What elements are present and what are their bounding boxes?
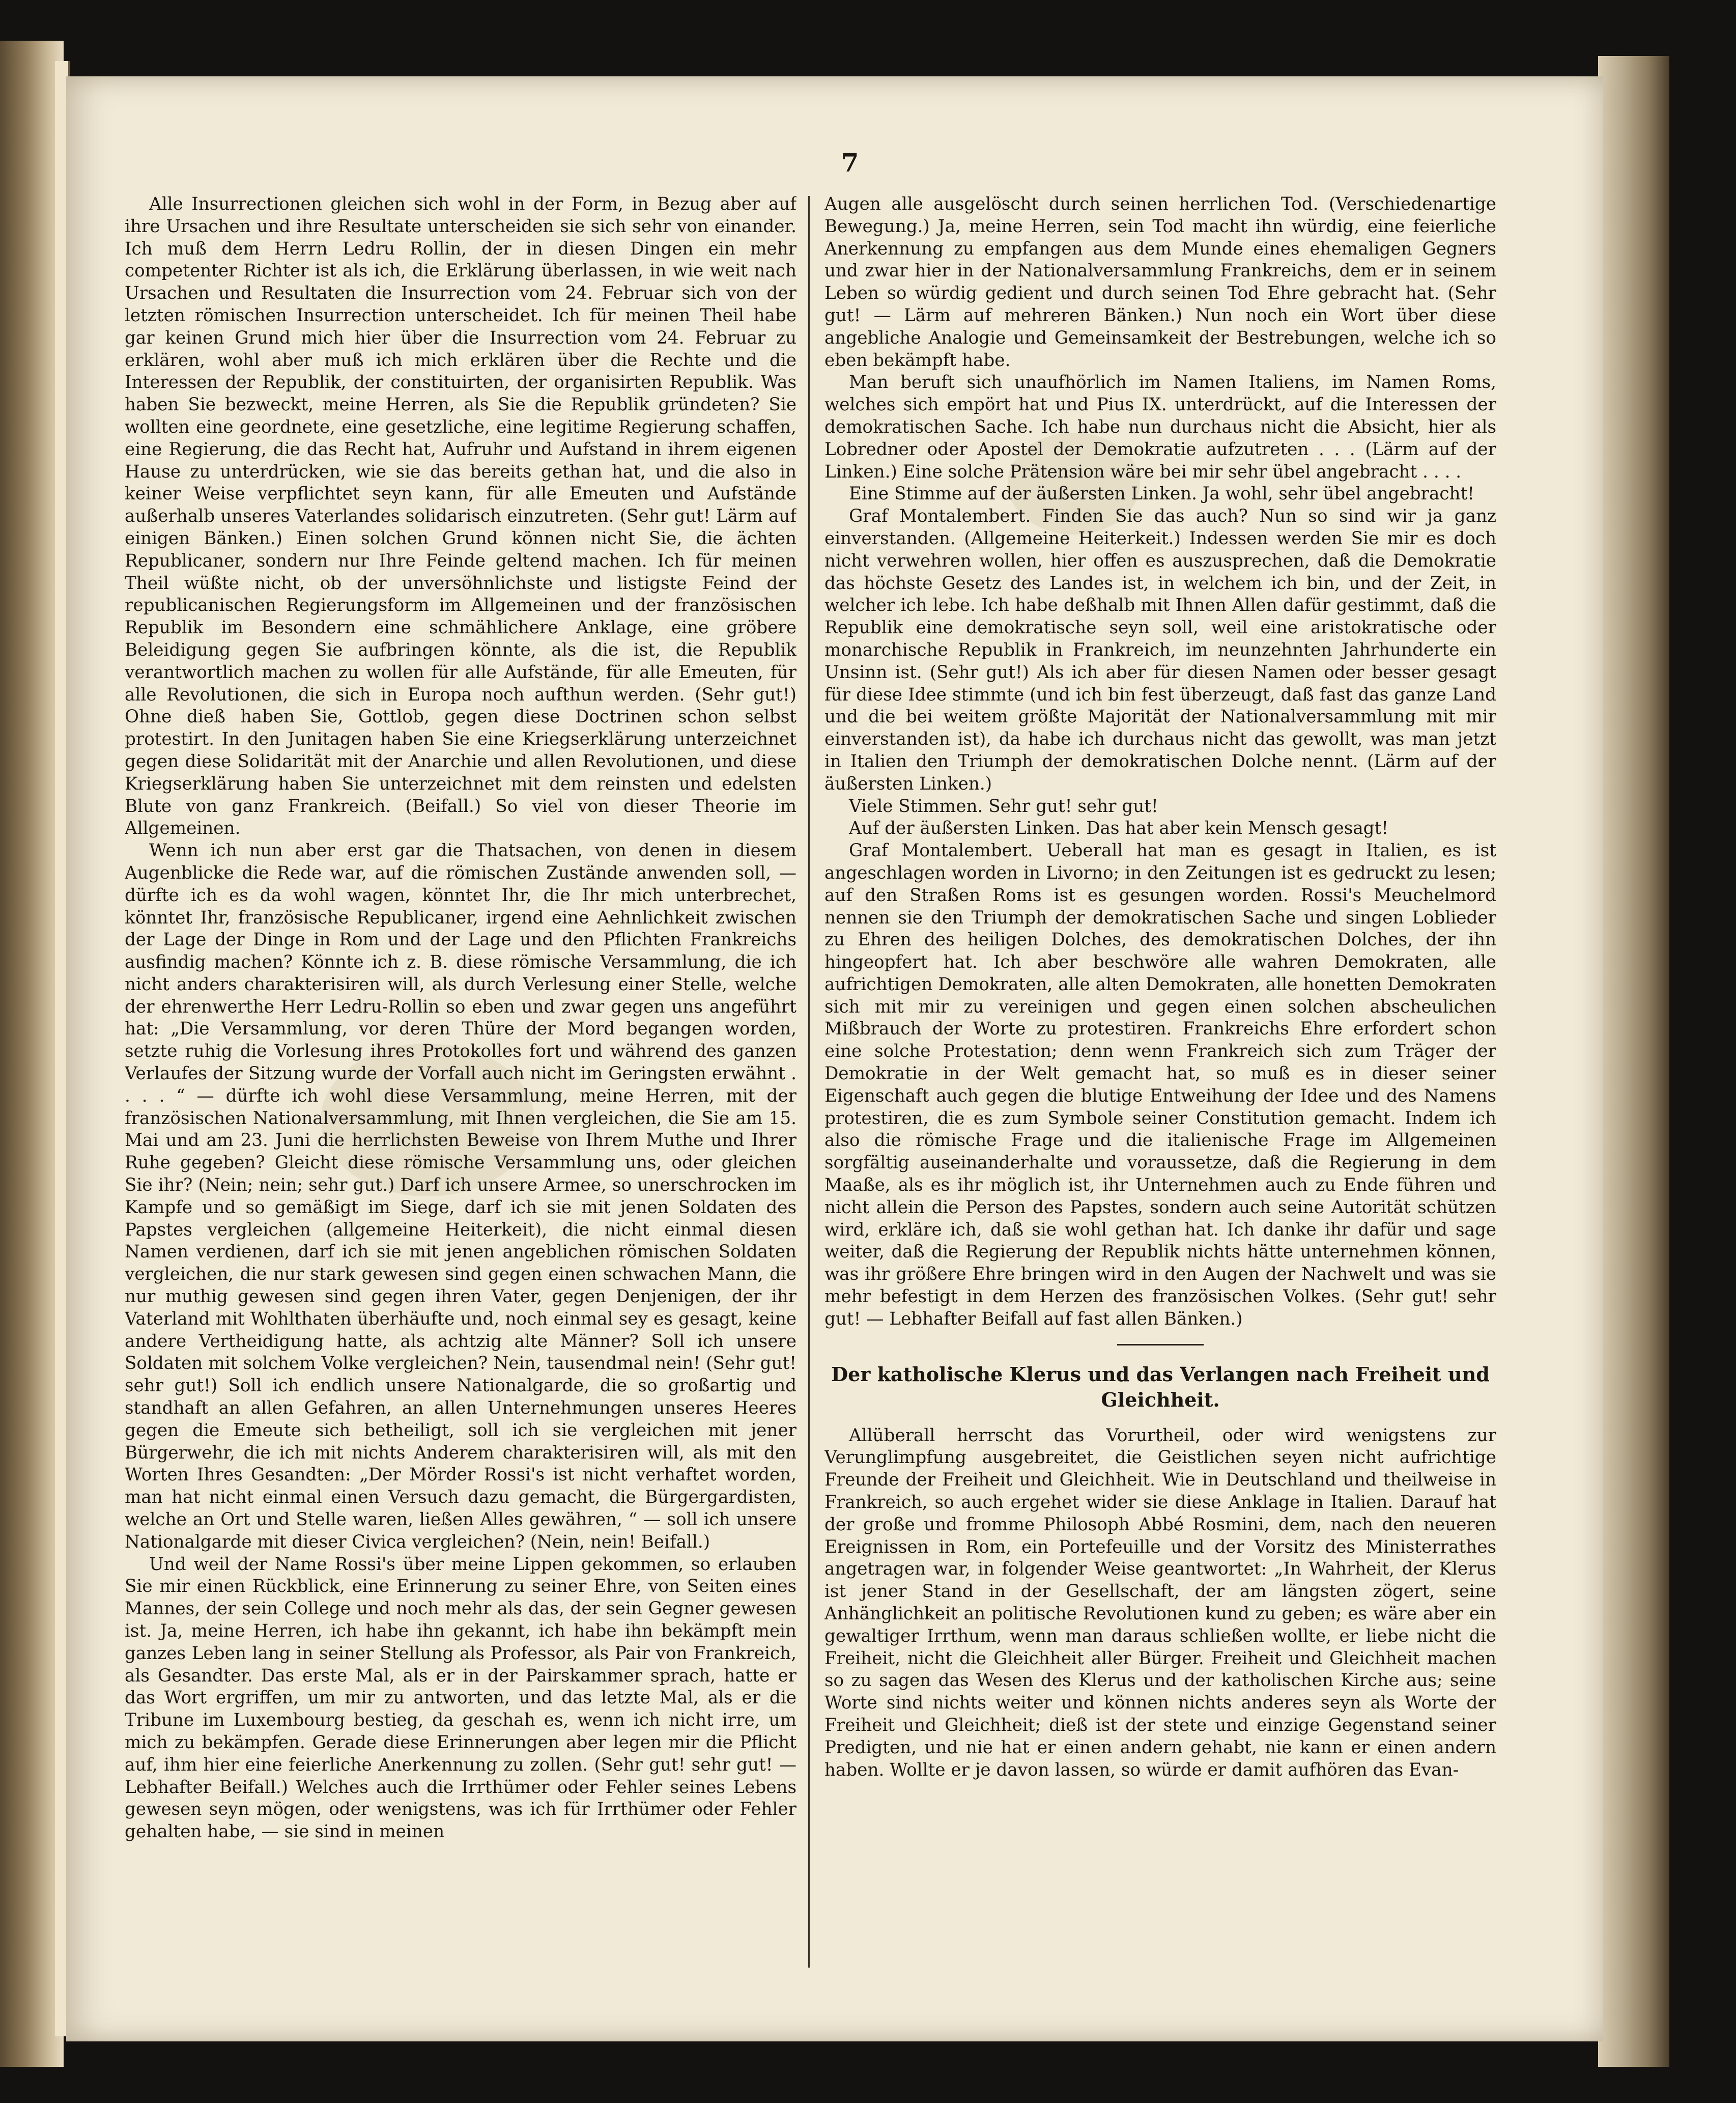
paragraph: Graf Montalembert. Ueberall hat man es gesagt in Italien, es ist angeschlagen worden in Livorno; in den Zeitungen ist es gedruckt zu lesen; auf den Straßen Roms ist es gesungen worden. Rossi's Meuchelmord nennen sie den Triumph der demokratischen Sache und singen Loblieder zu Ehren des heiligen Dolches, des demokratischen Dolches, der ihn hingeopfert hat. Ich aber beschwöre alle wahren Demokraten, alle aufrichtigen Demokraten, alle alten Demokraten, alle honetten Demokraten sich mit mir zu vereinigen und gegen einen solchen abscheulichen Mißbrauch der Worte zu protestiren. Frankreichs Ehre erfordert schon eine solche Protestation; denn wenn Frankreich sich zum Träger der Demokratie in der Welt gemacht hat, so muß es in dieser seiner Eigenschaft auch gegen die blutige Entweihung der Idee und des Namens protestiren, die es zum Symbole seiner Constitution gemacht. Indem ich also die römische Frage und die italienische Frage im Allgemeinen sorgfältig auseinanderhalte und voraussetze, daß die Regierung in dem Maaße, als es ihr möglich ist, ihr Unternehmen auch zu Ende führen und nicht allein die Person des Papstes, sondern auch seine Autorität schützen wird, erkläre ich, daß sie wohl gethan hat. Ich danke ihr dafür und sage weiter, daß die Regierung der Republik nichts hätte unternehmen können, was ihr größere Ehre bringen wird in den Augen der Nachwelt und was sie mehr befestigt in dem Herzen des französischen Volkes. (Sehr gut! sehr gut! — Lebhafter Beifall auf fast allen Bänken.) (824, 840, 1496, 1329)
paragraph: Alle Insurrectionen gleichen sich wohl in der Form, in Bezug aber auf ihre Ursachen und ihre Resultate unterscheiden sie sich sehr von einander. Ich muß dem Herrn Ledru Rollin, der in diesen Dingen ein mehr competenter Richter ist als ich, die Erklärung überlassen, in wie weit nach Ursachen und Resultaten die Insurrection vom 24. Februar sich von der letzten römischen Insurrection unterscheidet. Ich für meinen Theil habe gar keinen Grund mich hier über die Insurrection vom 24. Februar zu erklären, wohl aber muß ich mich erklären über die Rechte und die Interessen der Republik, der constituirten, der organisirten Republik. Was haben Sie bezweckt, meine Herren, als Sie die Republik gründeten? Sie wollten eine geordnete, eine gesetzliche, eine legitime Regierung schaffen, eine Regierung, die das Recht hat, Aufruhr und Aufstand in ihrem eigenen Hause zu unterdrücken, wie sie das bereits gethan hat, und die also in keiner Weise verpflichtet seyn kann, für alle Emeuten und Aufstände außerhalb unseres Vaterlandes solidarisch einzutreten. (Sehr gut! Lärm auf einigen Bänken.) Einen solchen Grund können nicht Sie, die ächten Republicaner, sondern nur Ihre Feinde geltend machen. Ich für meinen Theil wüßte nicht, ob der unversöhnlichste und listigste Feind der republicanischen Regierungsform im Allgemeinen und der französischen Republik im Besondern eine schmählichere Anklage, eine gröbere Beleidigung gegen Sie aufbringen könnte, als die ist, die Republik verantwortlich machen zu wollen für alle Aufstände, für alle Emeuten, für alle Revolutionen, die sich in Europa noch aufthun werden. (Sehr gut!) Ohne dieß haben Sie, Gottlob, gegen diese Doctrinen schon selbst protestirt. In den Junitagen haben Sie eine Kriegserklärung unterzeichnet gegen diese Solidarität mit der Anarchie und allen Revolutionen, und diese Kriegserklärung haben Sie unterzeichnet mit dem reinsten und edelsten Blute von ganz Frankreich. (Beifall.) So viel von dieser Theorie im Allgemeinen. (125, 194, 796, 839)
section-heading: Der katholische Klerus und das Verlangen nach Freiheit und Gleichheit. (831, 1362, 1490, 1411)
paragraph: Und weil der Name Rossi's über meine Lippen gekommen, so erlauben Sie mir einen Rückblick, eine Erinnerung zu seiner Ehre, von Seiten eines Mannes, der sein College und noch mehr als das, der sein Gegner gewesen ist. Ja, meine Herren, ich habe ihn gekannt, ich habe ihn bekämpft mein ganzes Leben lang in seiner Stellung als Professor, als Pair von Frankreich, als Gesandter. Das erste Mal, als er in der Pairskammer sprach, hatte er das Wort ergriffen, um mir zu antworten, und das letzte Mal, als er die Tribune im Luxembourg bestieg, da geschah es, wenn ich nicht irre, um mich zu bekämpfen. Gerade diese Erinnerungen aber legen mir die Pflicht auf, ihm hier eine feierliche Anerkennung zu zollen. (Sehr gut! sehr gut! — Lebhafter Beifall.) Welches auch die Irrthümer oder Fehler seines Lebens gewesen seyn mögen, oder wenigstens, was ich für Irrthümer oder Fehler gehalten habe, — sie sind in meinen (125, 1554, 796, 1842)
left-column (125, 193, 796, 1985)
paragraph: Eine Stimme auf der äußersten Linken. Ja wohl, sehr übel angebracht! (849, 484, 1475, 504)
paragraph: Augen alle ausgelöscht durch seinen herrlichen Tod. (Verschiedenartige Bewegung.) Ja, meine Herren, sein Tod macht ihn würdig, eine feierliche Anerkennung zu empfangen aus dem Munde eines ehemaligen Gegners und zwar hier in der Nationalversammlung Frankreichs, dem er in seinem Leben so würdig gedient und durch seinen Tod Ehre gebracht hat. (Sehr gut! — Lärm auf mehreren Bänken.) Nun noch ein Wort über diese angebliche Analogie und Gemeinsamkeit der Bestrebungen, welche ich so eben bekämpft habe. (824, 194, 1496, 371)
page-number: 7 (841, 148, 859, 178)
right-column (824, 193, 1496, 1985)
paragraph: Auf der äußersten Linken. Das hat aber kein Mensch gesagt! (849, 818, 1389, 839)
column-divider (808, 196, 810, 1968)
right-book-edge (1598, 56, 1669, 2067)
paragraph: Wenn ich nun aber erst gar die Thatsachen, von denen in diesem Augenblicke die Rede war, auf die römischen Zustände anwenden soll, — dürfte ich es da wohl wagen, könntet Ihr, die Ihr mich unterbrechet, könntet Ihr, französische Republicaner, irgend eine Aehnlichkeit zwischen der Lage der Dinge in Rom und der Lage und den Pflichten Frankreichs ausfindig machen? Könnte ich z. B. diese römische Versammlung, die ich nicht anders charakterisiren will, als durch Verlesung einer Stelle, welche der ehrenwerthe Herr Ledru-Rollin so eben und zwar gegen uns angeführt hat: „Die Versammlung, vor deren Thüre der Mord begangen worden, setzte ruhig die Vorlesung ihres Protokolles fort und während des ganzen Verlaufes der Sitzung wurde der Vorfall auch nicht im Geringsten erwähnt . . . . “ — dürfte ich wohl diese Versammlung, meine Herren, mit der französischen Nationalversammlung, mit Ihnen vergleichen, die Sie am 15. Mai und am 23. Juni die herrlichsten Beweise von Ihrem Muthe und Ihrer Ruhe gegeben? Gleicht diese römische Versammlung uns, oder gleichen Sie ihr? (Nein; nein; sehr gut.) Darf ich unsere Armee, so unerschrocken im Kampfe und so gemäßigt im Siege, darf ich sie mit jenen Soldaten des Papstes vergleichen (allgemeine Heiterkeit), die nicht einmal diesen Namen verdienen, darf ich sie mit jenen angeblichen römischen Soldaten vergleichen, die nur stark gewesen sind gegen einen schwachen Mann, die nur muthig gewesen sind gegen ihren Vater, gegen Denjenigen, der ihr Vaterland mit Wohlthaten überhäufte und, noch einmal sey es gesagt, keine andere Vertheidigung hatte, als achtzig alte Männer? Soll ich unsere Soldaten mit solchem Volke vergleichen? Nein, tausendmal nein! (Sehr gut! sehr gut!) Soll ich endlich unsere Nationalgarde, die so großartig und standhaft an allen Gefahren, an allen Unternehmungen unseres Heeres gegen die Emeute sich betheiligt, soll ich sie vergleichen mit jener Bürgerwehr, die ich mit nichts Anderem charakterisiren will, als mit den Worten Ihres Gesandten: „Der Mörder Rossi's ist nicht verhaftet worden, man hat nicht einmal einen Versuch dazu gemacht, die Bürgergardisten, welche an Ort und Stelle waren, ließen Alles gewähren, “ — soll ich unsere Nationalgarde mit dieser Civica vergleichen? (Nein, nein! Beifall.) (125, 840, 796, 1552)
left-book-spine (0, 41, 64, 2067)
paragraph: Allüberall herrscht das Vorurtheil, oder wird wenigstens zur Verunglimpfung ausgebreitet, die Geistlichen seyen nicht aufrichtige Freunde der Freiheit und Gleichheit. Wie in Deutschland und theilweise in Frankreich, so auch ergehet wider sie diese Anklage in Italien. Darauf hat der große und fromme Philosoph Abbé Rosmini, dem, nach den neueren Ereignissen in Rom, ein Portefeuille und der Vorsitz des Ministerrathes angetragen war, in folgender Weise geantwortet: „In Wahrheit, der Klerus ist jener Stand in der Gesellschaft, der am längsten zögert, seine Anhänglichkeit an politische Revolutionen kund zu geben; es wäre aber ein gewaltiger Irrthum, wenn man daraus schließen wollte, er liebe nicht die Freiheit, nicht die Gleichheit aller Bürger. Freiheit und Gleichheit machen so zu sagen das Wesen des Klerus und der katholischen Kirche aus; seine Worte sind nichts weiter und können nichts anderes seyn als Worte der Freiheit und Gleichheit; dieß ist der stete und einzige Gegenstand seiner Predigten, und nie hat er einen andern gehabt, nie kann er einen andern haben. Wollte er je davon lassen, so würde er damit aufhören das Evan- (824, 1425, 1496, 1780)
document-page (66, 76, 1603, 2041)
paragraph: Viele Stimmen. Sehr gut! sehr gut! (849, 796, 1158, 817)
paragraph: Graf Montalembert. Finden Sie das auch? Nun so sind wir ja ganz einverstanden. (Allgemeine Heiterkeit.) Indessen werden Sie mir es doch nicht verwehren wollen, hier offen es auszusprechen, daß die Demokratie das höchste Gesetz des Landes ist, in welchem ich bin, und der Zeit, in welcher ich lebe. Ich habe deßhalb mit Ihnen Allen dafür gestimmt, daß die Republik eine demokratische seyn soll, weil eine aristokratische oder monarchische Republik in Frankreich, im neunzehnten Jahrhunderte ein Unsinn ist. (Sehr gut!) Als ich aber für diesen Namen oder besser gesagt für diese Idee stimmte (und ich bin fest überzeugt, daß fast das ganze Land und die bei weitem größte Majorität der Nationalversammlung mit mir einverstanden ist), da habe ich durchaus nicht das gewollt, was man jetzt in Italien den Triumph der demokratischen Dolche nennt. (Lärm auf der äußersten Linken.) (824, 506, 1496, 794)
section-divider (1117, 1344, 1204, 1345)
paragraph: Man beruft sich unaufhörlich im Namen Italiens, im Namen Roms, welches sich empört hat und Pius IX. unterdrückt, auf die Interessen der demokratischen Sache. Ich habe nun durchaus nicht die Absicht, hier als Lobredner oder Apostel der Demokratie aufzutreten . . . (Lärm auf der Linken.) Eine solche Prätension wäre bei mir sehr übel angebracht . . . . (824, 372, 1496, 482)
